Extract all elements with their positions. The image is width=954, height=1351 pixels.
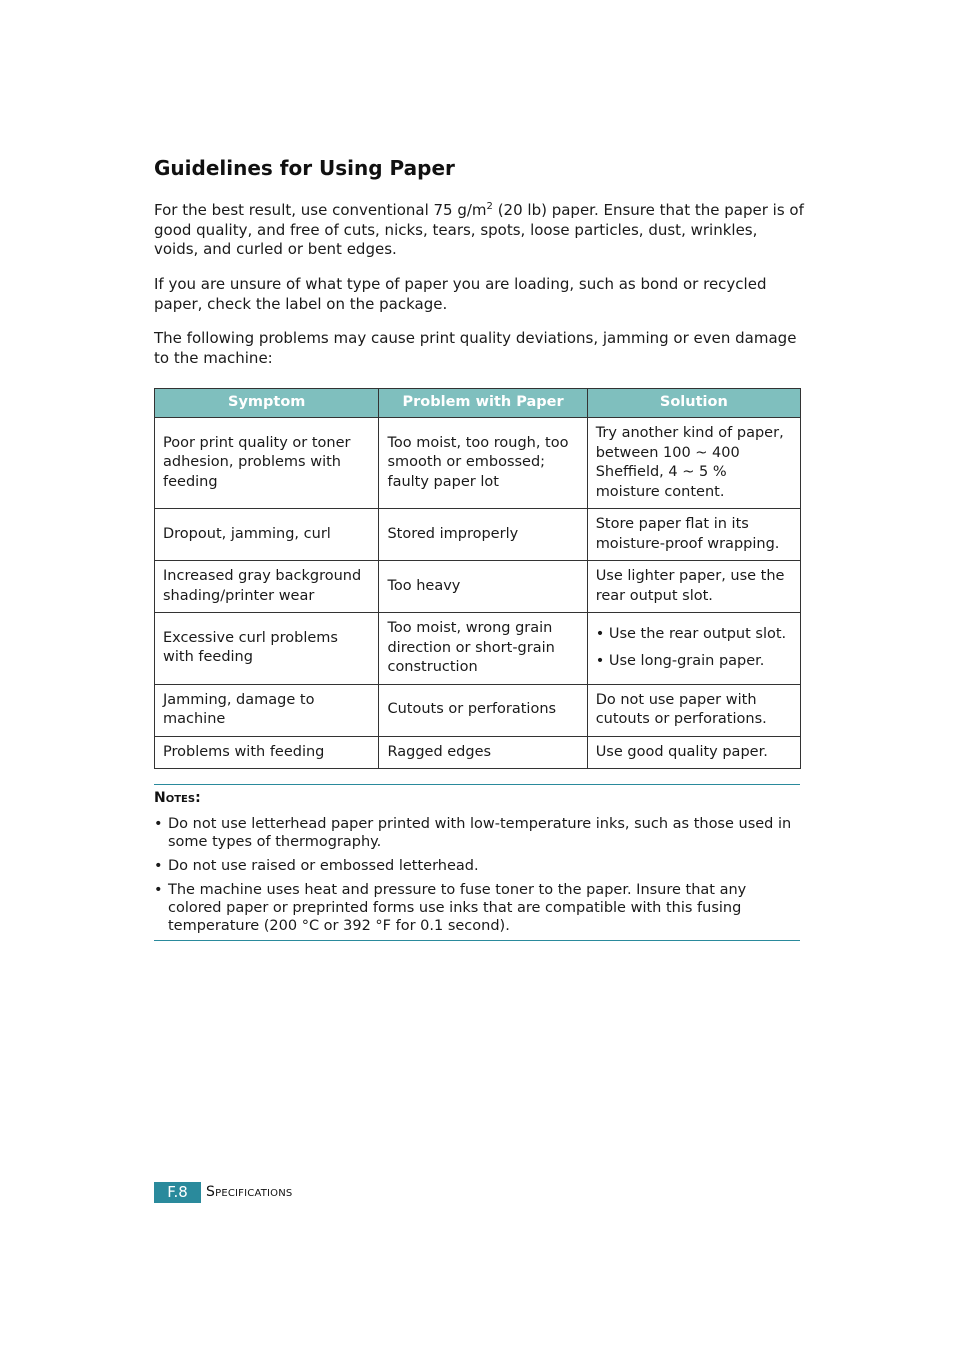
bullet-icon: • (154, 882, 163, 898)
note-item (154, 815, 800, 851)
note-item (154, 881, 800, 935)
problem-cell: Stored improperly (379, 509, 587, 561)
paper-problems-table (154, 388, 801, 769)
notes-heading-text: Notes (154, 790, 196, 806)
symptom-cell: Jamming, damage to machine (155, 684, 379, 736)
problem-cell: Too heavy (379, 561, 587, 613)
superscript: 2 (486, 201, 493, 212)
solution-cell (587, 613, 800, 685)
note-text: The machine uses heat and pressure to fuse toner to the paper. Insure that any colored paper or preprinted forms use inks that are compatible with this fusing temperature (200 °C or 392 °F for 0.1 second). (168, 882, 747, 934)
intro-paragraph-3: The following problems may cause print quality deviations, jamming or even damage to the machine: (154, 329, 797, 367)
solution-cell: Use lighter paper, use the rear output slot. (587, 561, 800, 613)
bullet-icon: • (154, 816, 163, 832)
symptom-cell: Poor print quality or toner adhesion, problems with feeding (155, 418, 379, 509)
header-problem: Problem with Paper (379, 389, 587, 418)
notes-heading (154, 790, 201, 806)
table-header-row (155, 389, 801, 418)
table-row (155, 561, 801, 613)
footer-section-title: Specifications (206, 1184, 293, 1200)
solution-cell: Store paper flat in its moisture-proof wrapping. (587, 509, 800, 561)
table-row (155, 684, 801, 736)
solution-bullet: • Use the rear output slot. (595, 626, 787, 643)
page-title: Guidelines for Using Paper (154, 156, 455, 180)
solution-cell: Try another kind of paper, between 100 ~ 400 Sheffield, 4 ~ 5 % moisture content. (587, 418, 800, 509)
problem-cell: Ragged edges (379, 736, 587, 769)
header-symptom: Symptom (155, 389, 379, 418)
solution-cell: Do not use paper with cutouts or perforations. (587, 684, 800, 736)
page-number-badge: F.8 (154, 1182, 201, 1203)
problem-cell: Cutouts or perforations (379, 684, 587, 736)
intro-text: (20 lb) paper. Ensure that the paper is of good quality, and free of cuts, nicks, tears, spots, loose particles, dust, wrinkles, voids, and curled or bent edges. (154, 201, 804, 258)
table-row (155, 736, 801, 769)
table-row (155, 509, 801, 561)
notes-heading-colon: : (195, 790, 201, 806)
intro-text: For the best result, use conventional 75 g/m (154, 201, 487, 219)
note-item (154, 857, 800, 875)
solution-cell: Use good quality paper. (587, 736, 800, 769)
notes-list (154, 815, 800, 941)
note-text: Do not use letterhead paper printed with low-temperature inks, such as those used in some types of thermography. (168, 816, 792, 850)
note-text: Do not use raised or embossed letterhead. (168, 858, 479, 874)
symptom-cell: Increased gray background shading/printer wear (155, 561, 379, 613)
intro-paragraph-1 (154, 201, 804, 260)
problem-cell: Too moist, too rough, too smooth or embossed; faulty paper lot (379, 418, 587, 509)
bullet-icon: • (154, 858, 163, 874)
table-row (155, 613, 801, 685)
header-solution: Solution (587, 389, 800, 418)
table-row (155, 418, 801, 509)
intro-paragraph-2: If you are unsure of what type of paper you are loading, such as bond or recycled paper, check the label on the package. (154, 275, 767, 313)
symptom-cell: Dropout, jamming, curl (155, 509, 379, 561)
symptom-cell: Excessive curl problems with feeding (155, 613, 379, 685)
symptom-cell: Problems with feeding (155, 736, 379, 769)
notes-box (154, 784, 800, 941)
problem-cell: Too moist, wrong grain direction or short-grain construction (379, 613, 587, 685)
solution-bullet: • Use long-grain paper. (595, 652, 765, 669)
